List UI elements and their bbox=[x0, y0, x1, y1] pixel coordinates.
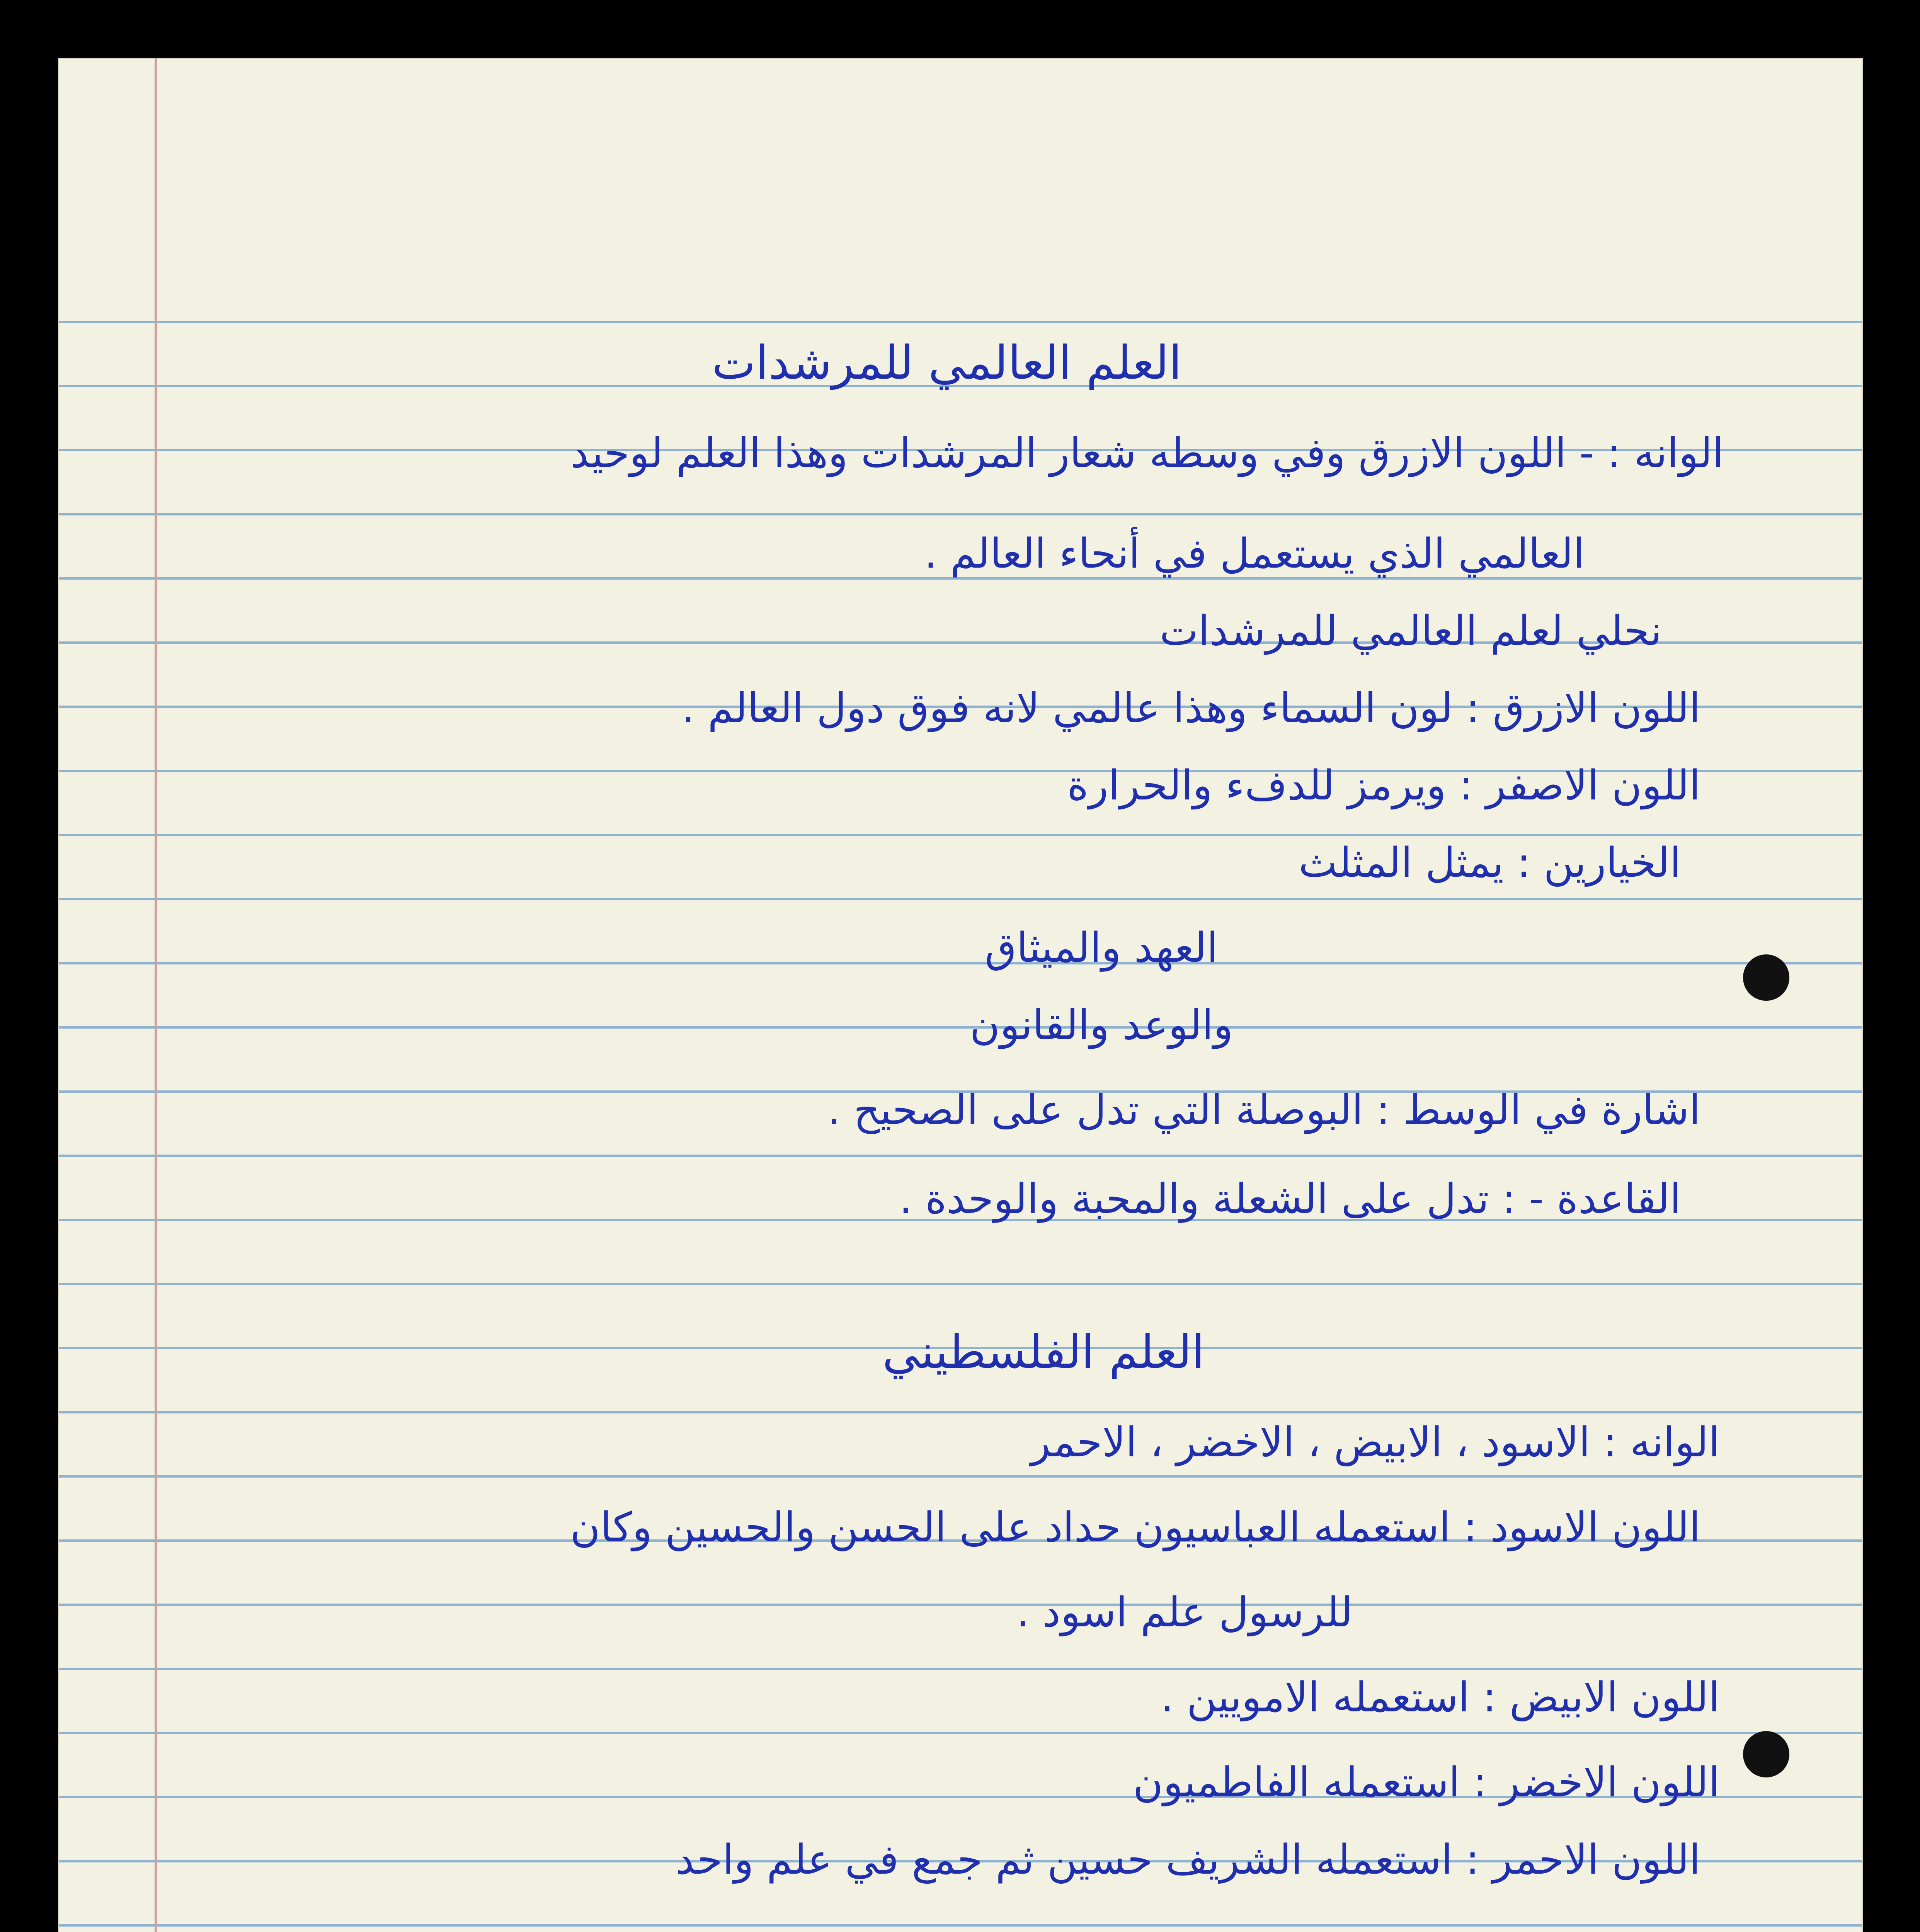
section-title-scout: العلم العالمي للمرشدات bbox=[712, 336, 1182, 390]
text-line: والوعد والقانون bbox=[970, 1001, 1233, 1049]
text-line: الوانه : الاسود ، الابيض ، الاخضر ، الاحمر bbox=[1030, 1418, 1720, 1466]
text-line: الوانه : - اللون الازرق وفي وسطه شعار المرشدات وهذا العلم لوحيد bbox=[570, 429, 1724, 477]
text-line: اللون الاصفر : ويرمز للدفء والحرارة bbox=[1067, 762, 1700, 809]
text-line: اشارة في الوسط : البوصلة التي تدل على الصحيح . bbox=[827, 1086, 1700, 1134]
text-line: الخيارين : يمثل المثلث bbox=[1299, 839, 1681, 886]
text-line: نحلي لعلم العالمي للمرشدات bbox=[1159, 607, 1662, 655]
text-line: اللون الابيض : استعمله الامويين . bbox=[1161, 1673, 1720, 1721]
text-line: اللون الازرق : لون السماء وهذا عالمي لانه فوق دول العالم . bbox=[681, 684, 1700, 732]
text-line: اللون الاسود : استعمله العباسيون حداد على الحسن والحسين وكان bbox=[570, 1503, 1700, 1551]
text-line: العهد والميثاق bbox=[985, 924, 1218, 971]
punch-hole bbox=[1743, 1731, 1789, 1777]
margin-line bbox=[155, 58, 157, 1932]
text-line: اللون الاحمر : استعمله الشريف حسين ثم جمع في علم واحد bbox=[676, 1836, 1700, 1883]
text-line: اللون الاخضر : استعمله الفاطميون bbox=[1133, 1759, 1720, 1806]
section-title-palestine: العلم الفلسطيني bbox=[882, 1325, 1205, 1379]
text-line: للرسول علم اسود . bbox=[1016, 1588, 1353, 1636]
text-line: العالمي الذي يستعمل في أنحاء العالم . bbox=[924, 530, 1585, 577]
punch-hole bbox=[1743, 954, 1789, 1001]
text-line: القاعدة - : تدل على الشعلة والمحبة والوحدة . bbox=[899, 1175, 1681, 1223]
